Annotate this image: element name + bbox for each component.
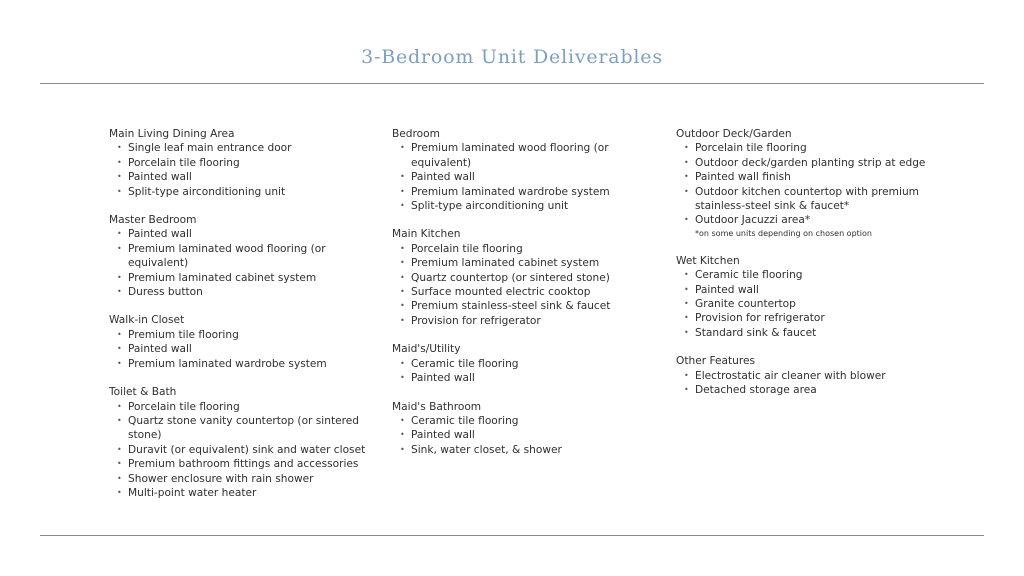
- list-item: • Quartz countertop (or sintered stone): [392, 271, 662, 285]
- list-item: • Quartz stone vanity countertop (or sintered stone): [109, 414, 379, 443]
- list-item: • Painted wall finish: [676, 170, 946, 184]
- list-item: • Ceramic tile flooring: [392, 414, 662, 428]
- section-heading: Maid's Bathroom: [392, 400, 482, 413]
- list-item: • Split-type airconditioning unit: [109, 185, 379, 199]
- section-heading: Maid's/Utility: [392, 343, 461, 356]
- list-item: • Detached storage area: [676, 383, 946, 397]
- section-heading: Other Features: [676, 355, 755, 368]
- section: [392, 342, 662, 385]
- column-1: [109, 127, 379, 514]
- section: [109, 313, 379, 371]
- list-item: • Split-type airconditioning unit: [392, 199, 662, 213]
- list-item: • Premium laminated cabinet system: [109, 271, 379, 285]
- footnote: *on some units depending on chosen option: [695, 228, 872, 238]
- item-list: [109, 227, 379, 299]
- list-item: • Provision for refrigerator: [392, 314, 662, 328]
- section: [676, 354, 946, 397]
- list-item: • Painted wall: [392, 170, 662, 184]
- list-item: • Outdoor kitchen countertop with premium stainless-steel sink & faucet*: [676, 185, 946, 214]
- list-item: • Porcelain tile flooring: [676, 141, 946, 155]
- section: [392, 127, 662, 213]
- section: [109, 127, 379, 199]
- item-list: [676, 369, 946, 398]
- column-3: [676, 127, 946, 412]
- list-item: • Ceramic tile flooring: [392, 357, 662, 371]
- item-list: [676, 141, 946, 227]
- list-item: • Premium stainless-steel sink & faucet: [392, 299, 662, 313]
- list-item: • Single leaf main entrance door: [109, 141, 379, 155]
- section: [676, 127, 946, 240]
- list-item: • Painted wall: [392, 428, 662, 442]
- item-list: [392, 242, 662, 328]
- list-item: • Electrostatic air cleaner with blower: [676, 369, 946, 383]
- section: [392, 400, 662, 458]
- item-list: [676, 268, 946, 340]
- list-item: • Outdoor deck/garden planting strip at edge: [676, 156, 946, 170]
- section-heading: Walk-in Closet: [109, 314, 185, 327]
- list-item: • Duress button: [109, 285, 379, 299]
- item-list: [109, 400, 379, 501]
- list-item: • Surface mounted electric cooktop: [392, 285, 662, 299]
- list-item: • Premium laminated wardrobe system: [109, 357, 379, 371]
- section: [676, 254, 946, 340]
- item-list: [392, 357, 662, 386]
- list-item: • Painted wall: [109, 342, 379, 356]
- list-item: • Premium laminated wood flooring (or equivalent): [392, 141, 662, 170]
- bottom-divider: [40, 535, 984, 536]
- top-divider: [40, 83, 984, 84]
- section-heading: Outdoor Deck/Garden: [676, 128, 792, 140]
- section-heading: Main Kitchen: [392, 228, 461, 241]
- list-item: • Painted wall: [676, 283, 946, 297]
- list-item: • Sink, water closet, & shower: [392, 443, 662, 457]
- section-heading: Bedroom: [392, 128, 440, 140]
- list-item: • Outdoor Jacuzzi area*: [676, 213, 946, 227]
- section-heading: Wet Kitchen: [676, 254, 740, 267]
- list-item: • Premium laminated cabinet system: [392, 256, 662, 270]
- list-item: • Granite countertop: [676, 297, 946, 311]
- list-item: • Premium laminated wardrobe system: [392, 185, 662, 199]
- section-heading: Master Bedroom: [109, 214, 197, 227]
- list-item: • Painted wall: [109, 170, 379, 184]
- list-item: • Premium tile flooring: [109, 328, 379, 342]
- list-item: • Premium bathroom fittings and accessories: [109, 457, 379, 471]
- item-list: [109, 328, 379, 371]
- list-item: • Porcelain tile flooring: [392, 242, 662, 256]
- column-2: [392, 127, 662, 471]
- list-item: • Ceramic tile flooring: [676, 268, 946, 282]
- section: [392, 227, 662, 328]
- page-title: 3-Bedroom Unit Deliverables: [361, 46, 663, 68]
- list-item: • Porcelain tile flooring: [109, 156, 379, 170]
- list-item: • Premium laminated wood flooring (or equivalent): [109, 242, 379, 271]
- section: [109, 385, 379, 500]
- item-list: [392, 141, 662, 213]
- item-list: [109, 141, 379, 199]
- list-item: • Porcelain tile flooring: [109, 400, 379, 414]
- list-item: • Shower enclosure with rain shower: [109, 472, 379, 486]
- list-item: • Duravit (or equivalent) sink and water closet: [109, 443, 379, 457]
- section-heading: Main Living Dining Area: [109, 128, 235, 140]
- section-heading: Toilet & Bath: [109, 386, 177, 399]
- list-item: • Painted wall: [392, 371, 662, 385]
- list-item: • Standard sink & faucet: [676, 326, 946, 340]
- list-item: • Painted wall: [109, 227, 379, 241]
- section: [109, 213, 379, 299]
- item-list: [392, 414, 662, 457]
- list-item: • Provision for refrigerator: [676, 311, 946, 325]
- list-item: • Multi-point water heater: [109, 486, 379, 500]
